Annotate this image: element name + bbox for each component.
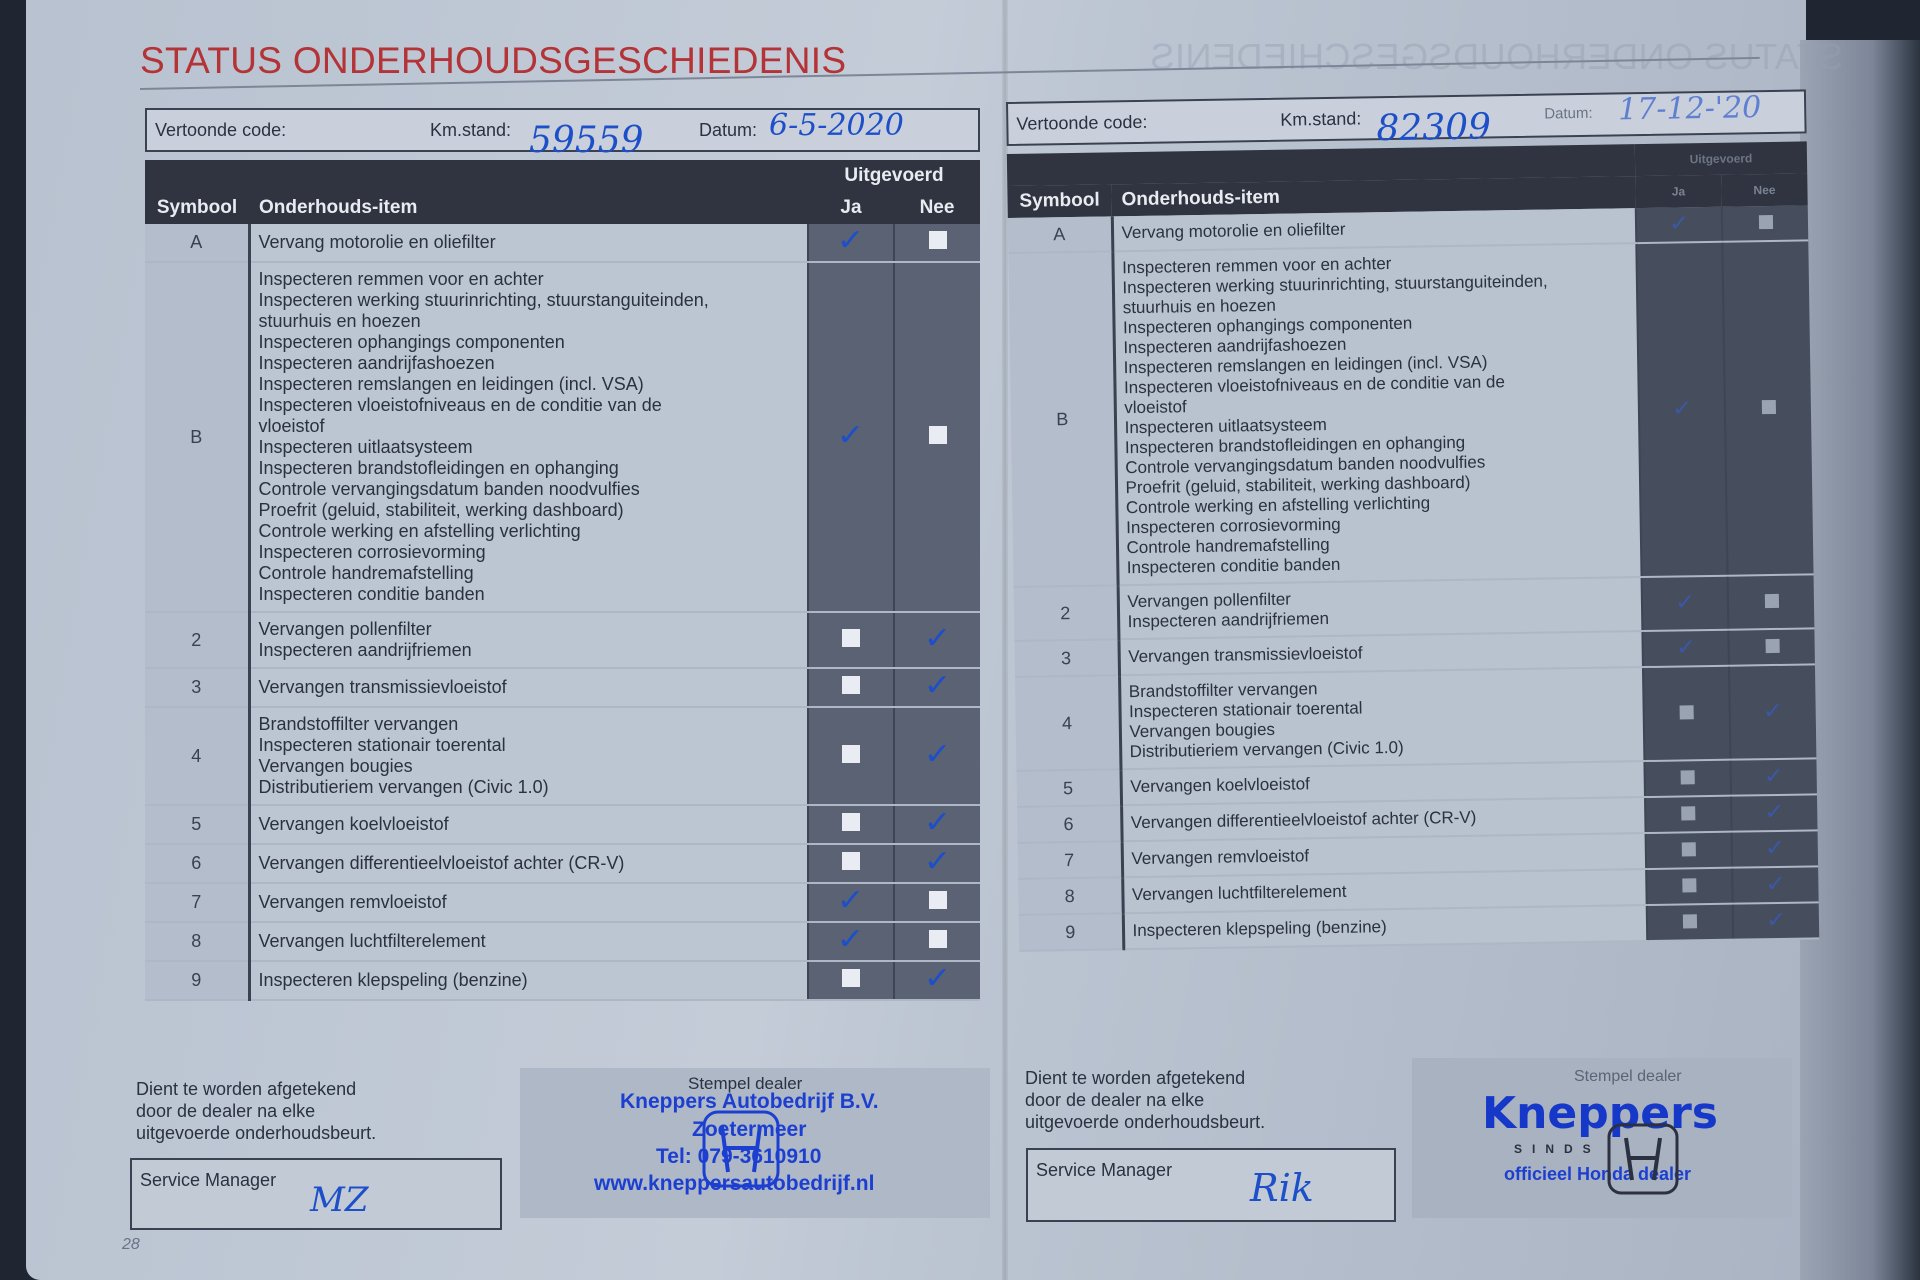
checkmark-icon: ✓ (923, 620, 952, 656)
table-row (145, 668, 980, 707)
empty-checkbox-icon (1758, 214, 1772, 228)
checkmark-icon: ✓ (1674, 590, 1696, 616)
uitgevoerd-header: Uitgevoerd (808, 160, 980, 192)
checkmark-icon: ✓ (1765, 871, 1787, 898)
row-items (249, 805, 808, 844)
maintenance-item: Inspecteren remslangen en leidingen (incl. VSA) (1123, 352, 1488, 378)
empty-checkbox-icon (1681, 806, 1695, 820)
service-manager-box-right (1026, 1148, 1396, 1222)
ja-header: Ja (1635, 175, 1721, 208)
symbool-header: Symbool (1007, 184, 1111, 218)
table-row (145, 612, 980, 668)
honda-emblem-icon (698, 1106, 784, 1192)
table-row (145, 707, 980, 805)
maintenance-item: Inspecteren aandrijfriemen (1127, 608, 1330, 632)
empty-checkbox-icon (1764, 593, 1778, 607)
row-symbol: 6 (145, 844, 249, 883)
empty-checkbox-icon (842, 852, 860, 870)
row-items (1112, 243, 1641, 585)
maintenance-item: Vervangen luchtfilterelement (1131, 881, 1347, 905)
stamp-label: Stempel dealer (688, 1074, 803, 1093)
empty-checkbox-icon (842, 813, 860, 831)
row-items (249, 922, 808, 961)
km-label: Km.stand: (1280, 108, 1362, 130)
dealer-stamp-left (520, 1068, 990, 1218)
honda-emblem-icon (1604, 1120, 1682, 1198)
row-items (249, 262, 808, 612)
row-items (1118, 577, 1643, 639)
empty-checkbox-icon (929, 891, 947, 909)
maintenance-item: Controle handremafstelling (258, 563, 474, 583)
empty-checkbox-icon (842, 745, 860, 763)
maintenance-item: Brandstoffilter vervangen (258, 714, 459, 734)
stamp-dealer-name: Kneppers Autobedrijf B.V. (620, 1090, 879, 1113)
row-items (249, 883, 808, 922)
checkmark-icon: ✓ (837, 883, 865, 918)
maintenance-record-left (145, 108, 980, 1001)
checkmark-icon: ✓ (837, 922, 865, 957)
signature-right: Rik (1250, 1166, 1314, 1210)
row-items (249, 707, 808, 805)
maintenance-item: vloeistof (1124, 397, 1187, 418)
maintenance-item: Controle handremafstelling (1126, 534, 1330, 558)
logo-sub: SINDS (1514, 1142, 1601, 1156)
table-row (145, 224, 980, 262)
checkmark-icon: ✓ (837, 417, 865, 453)
maintenance-item: Vervangen pollenfilter (258, 619, 432, 639)
empty-checkbox-icon (929, 426, 947, 444)
dealer-stamp-right (1412, 1058, 1792, 1218)
maintenance-item: Vervangen koelvloeistof (258, 814, 449, 834)
maintenance-item: Vervangen remvloeistof (1131, 846, 1310, 869)
maintenance-item: Vervangen transmissievloeistof (1128, 643, 1363, 667)
table-row (145, 883, 980, 922)
row-symbol: 4 (145, 707, 249, 805)
maintenance-item: Vervang motorolie en oliefilter (1121, 219, 1346, 243)
page-title: STATUS ONDERHOUDSGESCHIEDENIS (140, 40, 847, 81)
maintenance-item: Proefrit (geluid, stabiliteit, werking dashboard) (258, 500, 624, 520)
row-symbol: 8 (145, 922, 249, 961)
row-symbol: 2 (145, 612, 249, 668)
signature-left: MZ (310, 1180, 369, 1220)
maintenance-item: Inspecteren brandstofleidingen en ophanging (1124, 432, 1466, 458)
table-row (1008, 240, 1813, 587)
maintenance-item: Vervang motorolie en oliefilter (258, 232, 496, 252)
empty-checkbox-icon (1683, 914, 1697, 928)
checkmark-icon: ✓ (923, 736, 952, 772)
maintenance-item: Inspecteren remslangen en leidingen (incl. VSA) (258, 374, 644, 394)
km-label: Km.stand: (430, 120, 512, 140)
maintenance-item: Brandstoffilter vervangen (1128, 679, 1318, 702)
empty-checkbox-icon (929, 930, 947, 948)
table-row (145, 262, 980, 612)
maintenance-item: Proefrit (geluid, stabiliteit, werking dashboard) (1125, 472, 1471, 498)
show-through-title: STATUS ONDERHOUDSGESCHIEDENIS (1150, 36, 1844, 77)
maintenance-item: Vervangen remvloeistof (258, 892, 447, 912)
maintenance-item: Inspecteren werking stuurinrichting, stuurstanguiteinden, (258, 290, 709, 310)
empty-checkbox-icon (1682, 878, 1696, 892)
checkmark-icon: ✓ (1762, 698, 1784, 725)
maintenance-item: Inspecteren brandstofleidingen en ophanging (258, 458, 619, 478)
next-page-edge (1800, 40, 1920, 1280)
logo-tagline: officieel Honda dealer (1504, 1164, 1692, 1184)
row-symbol: 5 (145, 805, 249, 844)
empty-checkbox-icon (1761, 399, 1775, 413)
page-number: 28 (122, 1236, 140, 1253)
maintenance-item: Inspecteren vloeistofniveaus en de conditie van de (1123, 372, 1505, 398)
row-symbol: B (145, 262, 249, 612)
maintenance-item: Inspecteren corrosievorming (258, 542, 486, 562)
date-handwritten: 17-12-'20 (1617, 90, 1762, 128)
service-manager-label: Service Manager (140, 1170, 277, 1190)
table-row (1015, 664, 1816, 771)
empty-checkbox-icon (1765, 638, 1779, 652)
maintenance-item: Inspecteren aandrijfriemen (258, 640, 472, 660)
maintenance-item: Inspecteren klepspeling (benzine) (258, 970, 528, 990)
maintenance-item: Vervangen bougies (258, 756, 413, 776)
symbool-header: Symbool (145, 192, 249, 224)
maintenance-item: Vervangen bougies (1129, 719, 1276, 742)
row-symbol: 7 (145, 883, 249, 922)
maintenance-item: vloeistof (258, 416, 325, 436)
empty-checkbox-icon (929, 231, 947, 249)
maintenance-item: Vervangen transmissievloeistof (258, 677, 507, 697)
row-symbol: B (1008, 251, 1117, 587)
service-manager-label: Service Manager (1036, 1160, 1173, 1180)
maintenance-item: Inspecteren klepspeling (benzine) (1132, 917, 1387, 941)
maintenance-item: Vervangen koelvloeistof (1130, 774, 1310, 797)
row-symbol: 7 (1018, 841, 1123, 879)
stamp-website: www.kneppersautobedrijf.nl (594, 1172, 875, 1195)
maintenance-item: stuurhuis en hoezen (1122, 295, 1276, 318)
item-header: Onderhouds-item (249, 192, 808, 224)
maintenance-item: Distributieriem vervangen (Civic 1.0) (258, 777, 549, 797)
checkmark-icon: ✓ (1675, 635, 1696, 661)
stamp-city: Zoetermeer (692, 1118, 807, 1141)
maintenance-item: Vervangen differentieelvloeistof achter (CR-V) (258, 853, 625, 873)
maintenance-record-right (1006, 89, 1819, 951)
empty-checkbox-icon (1680, 705, 1694, 719)
row-symbol: 5 (1017, 769, 1122, 807)
maintenance-item: Controle werking en afstelling verlichting (1125, 493, 1431, 518)
uitgevoerd-header: Uitgevoerd (1635, 141, 1807, 176)
checkmark-icon: ✓ (1766, 907, 1787, 934)
maintenance-item: stuurhuis en hoezen (258, 311, 421, 331)
maintenance-item: Inspecteren uitlaatsysteem (1124, 415, 1327, 438)
maintenance-item: Inspecteren stationair toerental (258, 735, 506, 755)
service-manager-box-left (130, 1158, 502, 1230)
checkmark-icon: ✓ (923, 961, 952, 996)
table-row (145, 922, 980, 961)
row-symbol: 9 (1019, 913, 1124, 951)
row-items (249, 224, 808, 262)
maintenance-table (145, 160, 980, 1001)
maintenance-item: Vervangen luchtfilterelement (258, 931, 486, 951)
km-handwritten: 82309 (1376, 106, 1492, 150)
nee-header: Nee (894, 192, 980, 224)
stamp-phone: Tel: 079-3610910 (656, 1145, 822, 1168)
stamp-label: Stempel dealer (1574, 1068, 1682, 1085)
maintenance-item: Inspecteren ophangings componenten (258, 332, 565, 352)
table-row (145, 844, 980, 883)
maintenance-item: Inspecteren conditie banden (1126, 554, 1341, 578)
row-symbol: 8 (1018, 877, 1123, 915)
empty-checkbox-icon (842, 629, 860, 647)
checkmark-icon: ✓ (1671, 396, 1693, 422)
maintenance-item: Inspecteren aandrijfashoezen (1123, 334, 1347, 358)
maintenance-item: Inspecteren vloeistofniveaus en de conditie van de (258, 395, 662, 415)
row-symbol: A (145, 224, 249, 262)
maintenance-table (1007, 141, 1819, 951)
row-items (1119, 667, 1644, 769)
row-symbol: 3 (145, 668, 249, 707)
row-symbol: 3 (1014, 639, 1119, 677)
row-symbol: A (1008, 216, 1113, 253)
maintenance-item: Inspecteren remmen voor en achter (1121, 253, 1392, 278)
row-symbol: 6 (1017, 805, 1122, 843)
checkmark-icon: ✓ (1668, 211, 1690, 237)
maintenance-item: Inspecteren werking stuurinrichting, stuurstanguiteinden, (1122, 271, 1548, 298)
maintenance-item: Inspecteren uitlaatsysteem (258, 437, 473, 457)
dealer-logo: Kneppers (1482, 1088, 1718, 1139)
maintenance-item: Inspecteren corrosievorming (1126, 514, 1341, 538)
code-label: Vertoonde code: (1016, 111, 1148, 134)
date-label: Datum: (1544, 104, 1593, 123)
maintenance-item: Inspecteren ophangings componenten (1122, 313, 1413, 338)
checkmark-icon: ✓ (1764, 799, 1786, 826)
row-items (249, 612, 808, 668)
date-label: Datum: (699, 120, 758, 140)
nee-header: Nee (1721, 173, 1807, 206)
maintenance-item: Distributieriem vervangen (Civic 1.0) (1129, 737, 1404, 762)
checkmark-icon: ✓ (1763, 763, 1785, 790)
row-symbol: 2 (1014, 585, 1119, 641)
sign-note-left: Dient te worden afgetekend door de dealer na elke uitgevoerde onderhoudsbeurt. (136, 1079, 377, 1143)
maintenance-item: Inspecteren remmen voor en achter (258, 269, 544, 289)
empty-checkbox-icon (842, 969, 860, 987)
maintenance-item: Controle vervangingsdatum banden noodvulfies (258, 479, 640, 499)
checkmark-icon: ✓ (923, 844, 952, 879)
maintenance-item: Controle werking en afstelling verlichting (258, 521, 581, 541)
maintenance-item: Vervangen differentieelvloeistof achter (CR-V) (1130, 807, 1477, 833)
checkmark-icon: ✓ (923, 668, 952, 703)
maintenance-item: Controle vervangingsdatum banden noodvulfies (1125, 452, 1486, 478)
empty-checkbox-icon (1682, 842, 1696, 856)
checkmark-icon: ✓ (1764, 835, 1786, 862)
checkmark-icon: ✓ (837, 223, 865, 258)
empty-checkbox-icon (1681, 770, 1695, 784)
row-items (249, 668, 808, 707)
checkmark-icon: ✓ (923, 805, 952, 840)
table-row (145, 805, 980, 844)
row-items (249, 844, 808, 883)
maintenance-item: Inspecteren aandrijfashoezen (258, 353, 495, 373)
table-row (145, 961, 980, 1000)
maintenance-item: Vervangen pollenfilter (1127, 589, 1292, 612)
row-items (249, 961, 808, 1000)
item-header: Onderhouds-item (1111, 176, 1635, 216)
km-handwritten: 59559 (529, 120, 644, 161)
maintenance-item: Inspecteren conditie banden (258, 584, 485, 604)
date-handwritten: 6-5-2020 (769, 108, 904, 143)
code-label: Vertoonde code: (155, 120, 287, 140)
record-header-row (145, 108, 980, 161)
sign-note-right: Dient te worden afgetekend door de dealer na elke uitgevoerde onderhoudsbeurt. (1025, 1068, 1266, 1132)
row-symbol: 4 (1015, 675, 1120, 771)
row-symbol: 9 (145, 961, 249, 1000)
ja-header: Ja (808, 192, 894, 224)
row-items (1123, 905, 1648, 949)
maintenance-item: Inspecteren stationair toerental (1128, 698, 1363, 722)
empty-checkbox-icon (842, 676, 860, 694)
